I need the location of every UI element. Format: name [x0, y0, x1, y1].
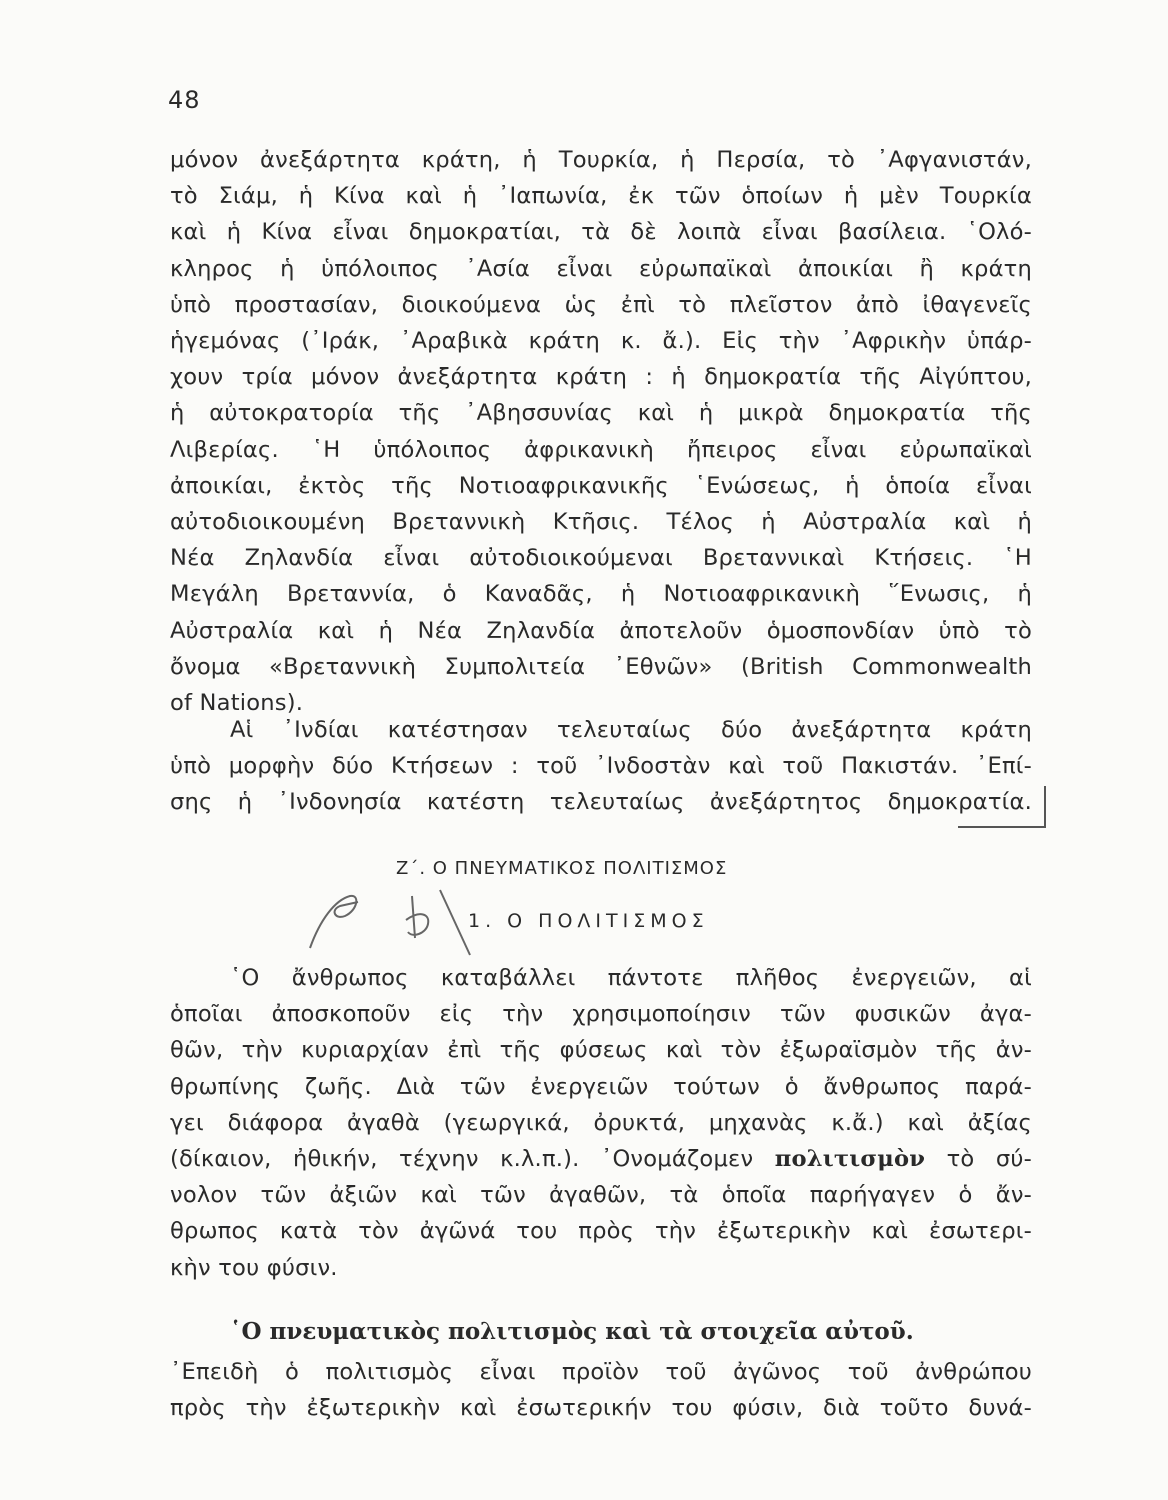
pencil-annotation-icon [300, 880, 480, 960]
text-line: of Nations). [170, 690, 304, 717]
paragraph-independent-states [170, 142, 1032, 721]
subheading: ῾Ο πνευματικὸς πολιτισμὸς καὶ τὰ στοιχεῖα αὐτοῦ. [230, 1318, 914, 1345]
text-line: ἡγεμόνας (᾿Ιράκ, ᾿Αραβικὰ κράτη κ. ἄ.). Εἰς τὴν ᾿Αφρικὴν ὑπάρ- [170, 328, 1032, 355]
text-line: χουν τρία μόνον ἀνεξάρτητα κράτη : ἡ δημοκρατία τῆς Αἰγύπτου, [170, 364, 1032, 391]
text-segment: τὸ σύ- [946, 1146, 1033, 1173]
page-number: 48 [168, 86, 201, 114]
text-line: καὶ ἡ Κίνα εἶναι δημοκρατίαι, τὰ δὲ λοιπὰ εἶναι βασίλεια. ῾Ολό- [170, 219, 1032, 246]
text-line: Λιβερίας. ῾Η ὑπόλοιπος ἀφρικανικὴ ἤπειρος εἶναι εὐρωπαϊκαὶ [170, 436, 1032, 463]
text-line: ἀποικίαι, ἐκτὸς τῆς Νοτιοαφρικανικῆς ῾Ενώσεως, ἡ ὁποία εἶναι [170, 472, 1032, 499]
chapter-heading: Ζ΄. Ο ΠΝΕΥΜΑΤΙΚΟΣ ΠΟΛΙΤΙΣΜΟΣ [396, 858, 728, 879]
text-line-with-term [170, 1141, 1032, 1177]
text-line: ὑπὸ προστασίαν, διοικούμενα ὡς ἐπὶ τὸ πλεῖστον ἀπὸ ἰθαγενεῖς [170, 291, 1032, 318]
bold-term: πολιτισμὸν [774, 1146, 926, 1173]
text-line: ὁποῖαι ἀποσκοποῦν εἰς τὴν χρησιμοποίησιν τῶν φυσικῶν ἀγα- [170, 1001, 1032, 1028]
text-line: μόνον ἀνεξάρτητα κράτη, ἡ Τουρκία, ἡ Περσία, τὸ ᾿Αφγανιστάν, [170, 147, 1032, 173]
text-line: θρωπίνης ζωῆς. Διὰ τῶν ἐνεργειῶν τούτων ὁ ἄνθρωπος παρά- [170, 1073, 1032, 1100]
text-line: ῾Ο ἄνθρωπος καταβάλλει πάντοτε πλῆθος ἐνεργειῶν, αἱ [230, 965, 1032, 991]
section-heading: 1. Ο ΠΟΛΙΤΙΣΜΟΣ [468, 910, 709, 932]
text-line: θρωπος κατὰ τὸν ἀγῶνά του πρὸς τὴν ἐξωτερικὴν καὶ ἐσωτερι- [170, 1218, 1032, 1245]
text-line: αὐτοδιοικουμένη Βρεταννικὴ Κτῆσις. Τέλος ἡ Αὐστραλία καὶ ἡ [170, 509, 1032, 536]
text-line: κὴν του φύσιν. [170, 1254, 338, 1281]
text-line: Μεγάλη Βρεταννία, ὁ Καναδᾶς, ἡ Νοτιοαφρικανικὴ ῞Ενωσις, ἡ [170, 581, 1032, 608]
text-segment: (δίκαιον, ἠθικήν, τέχνην κ.λ.π.). ᾿Ονομάζομεν [170, 1146, 754, 1173]
paragraph-spiritual-civilization [170, 1354, 1032, 1426]
paragraph-civilization-definition [170, 960, 1032, 1286]
text-line: ᾿Επειδὴ ὁ πολιτισμὸς εἶναι προϊὸν τοῦ ἀγῶνος τοῦ ἀνθρώπου [170, 1359, 1032, 1385]
text-line: σης ἡ ᾿Ινδονησία κατέστη τελευταίως ἀνεξάρτητος δημοκρατία. [170, 789, 1032, 816]
text-line: θῶν, τὴν κυριαρχίαν ἐπὶ τῆς φύσεως καὶ τὸν ἐξωραϊσμὸν τῆς ἀν- [170, 1037, 1032, 1064]
pencil-bracket-mark [958, 786, 1046, 828]
text-line: ἡ αὐτοκρατορία τῆς ᾿Αβησσυνίας καὶ ἡ μικρὰ δημοκρατία τῆς [170, 400, 1032, 427]
text-line: νολον τῶν ἀξιῶν καὶ τῶν ἀγαθῶν, τὰ ὁποῖα παρήγαγεν ὁ ἄν- [170, 1182, 1032, 1209]
text-line: Νέα Ζηλανδία εἶναι αὐτοδιοικούμεναι Βρεταννικαὶ Κτήσεις. ῾Η [170, 545, 1032, 572]
text-line: κληρος ἡ ὑπόλοιπος ᾿Ασία εἶναι εὐρωπαϊκαὶ ἀποικίαι ἢ κράτη [170, 255, 1032, 282]
text-line: Αἱ ᾿Ινδίαι κατέστησαν τελευταίως δύο ἀνεξάρτητα κράτη [230, 717, 1032, 743]
paragraph-india-indonesia [170, 712, 1032, 821]
text-line: γει διάφορα ἀγαθὰ (γεωργικά, ὀρυκτά, μηχανὰς κ.ἄ.) καὶ ἀξίας [170, 1109, 1032, 1136]
text-line: ὑπὸ μορφὴν δύο Κτήσεων : τοῦ ᾿Ινδοστὰν καὶ τοῦ Πακιστάν. ᾿Επί- [170, 753, 1032, 780]
text-line: πρὸς τὴν ἐξωτερικὴν καὶ ἐσωτερικήν του φύσιν, διὰ τοῦτο δυνά- [170, 1395, 1032, 1422]
text-line: ὄνομα «Βρεταννικὴ Συμπολιτεία ᾿Εθνῶν» (British Commonwealth [170, 653, 1032, 680]
text-line: τὸ Σιάμ, ἡ Κίνα καὶ ἡ ᾿Ιαπωνία, ἐκ τῶν ὁποίων ἡ μὲν Τουρκία [170, 183, 1032, 210]
text-line: Αὐστραλία καὶ ἡ Νέα Ζηλανδία ἀποτελοῦν ὁμοσπονδίαν ὑπὸ τὸ [170, 617, 1032, 644]
